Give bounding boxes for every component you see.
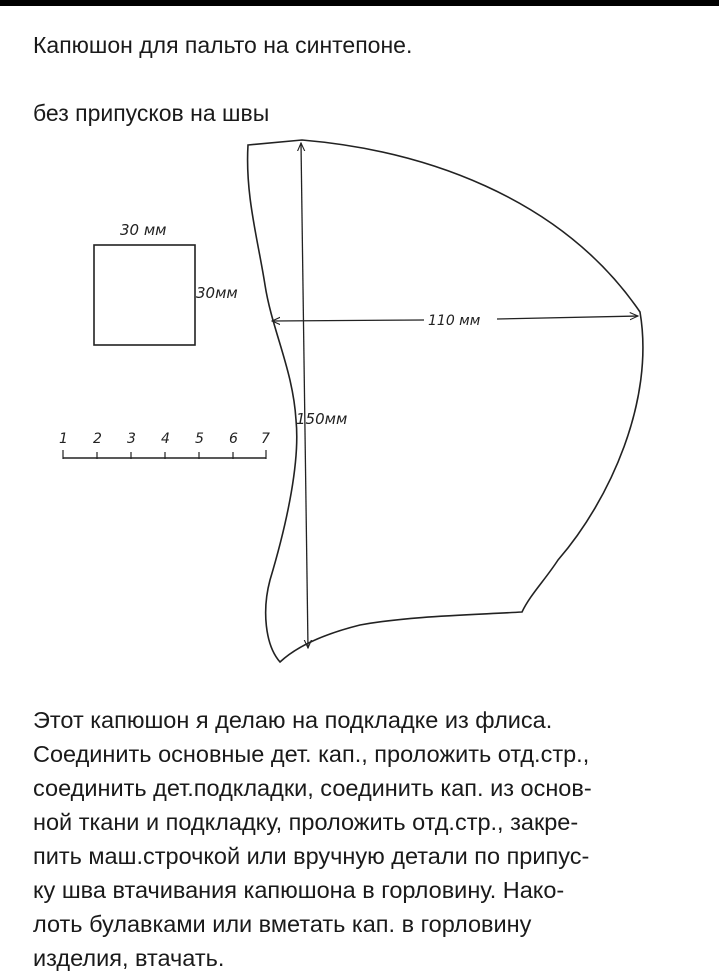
height-dimension-line [301,143,308,648]
height-label: 150мм [296,410,348,428]
instructions-text [33,703,713,975]
instruction-line: Этот капюшон я делаю на подкладке из флиса. [33,707,553,733]
width-dimension-line-left [272,320,424,321]
ruler-number-4: 4 [161,431,170,447]
instruction-line: ку шва втачивания капюшона в горловину. Нако- [33,877,565,903]
instruction-line: пить маш.строчкой или вручную детали по припус- [33,843,590,869]
ruler-number-3: 3 [127,431,136,447]
instruction-line: лоть булавками или вметать кап. в горловину [33,911,532,937]
ruler-number-6: 6 [229,431,238,447]
ruler-number-2: 2 [93,431,102,447]
ruler-number-7: 7 [261,431,270,447]
page-subtitle: без припусков на швы [33,100,270,126]
instruction-line: изделия, втачать. [33,945,225,971]
square-side-label: 30мм [196,284,238,302]
calibration-square [94,245,195,345]
instruction-line: Соединить основные дет. кап., проложить отд.стр., [33,741,590,767]
square-top-label: 30 мм [120,221,167,239]
width-dimension-line-right [497,316,638,319]
ruler-number-5: 5 [195,431,204,447]
scale-ruler [63,450,266,459]
page-title: Капюшон для пальто на синтепоне. [33,32,413,58]
instruction-line: соединить дет.подкладки, соединить кап. из основ- [33,775,592,801]
ruler-number-1: 1 [59,431,68,447]
instruction-line: ной ткани и подкладку, проложить отд.стр., закре- [33,809,579,835]
width-label: 110 мм [428,313,481,329]
